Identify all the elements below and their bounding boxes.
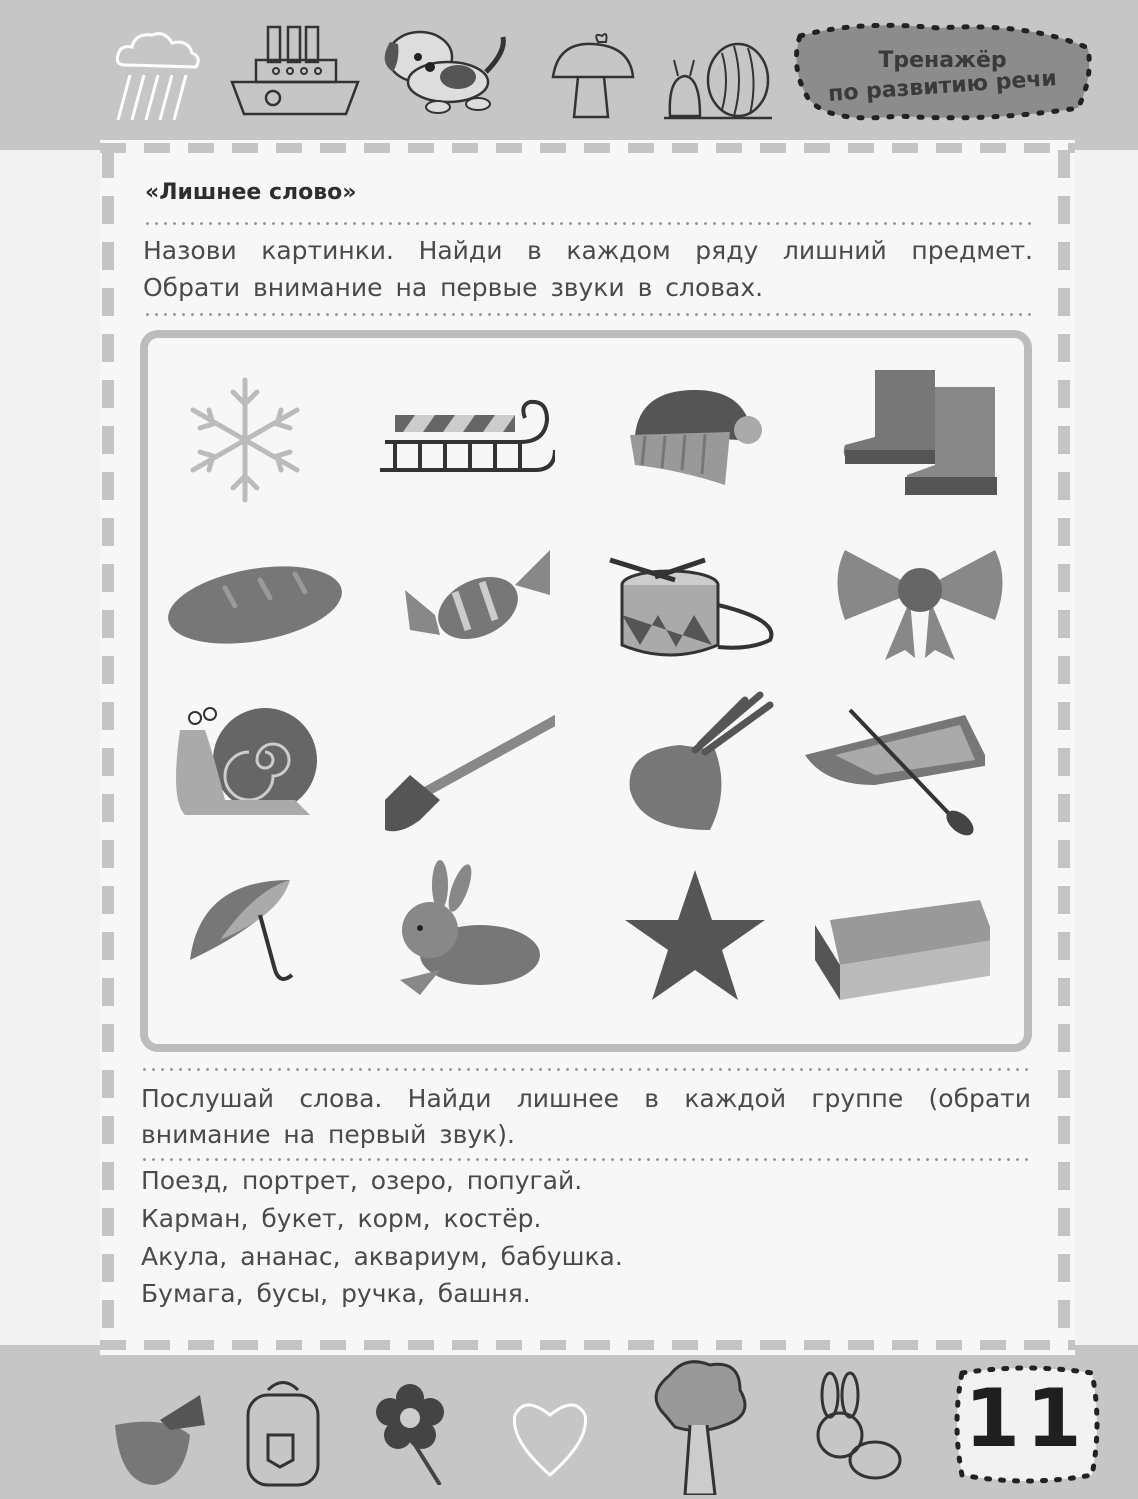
boat-icon <box>805 705 985 855</box>
umbrella-icon <box>180 860 360 1010</box>
right-dashed-border <box>1058 150 1070 1345</box>
title-badge-text <box>800 48 1085 107</box>
drum-icon <box>600 535 780 685</box>
listening-instruction-line-1: Послушай слова. Найди лишнее в каждой группе (обрати <box>141 1084 1031 1113</box>
sled-icon <box>375 370 555 520</box>
bunny-icon <box>805 1370 905 1489</box>
strawberry-icon <box>105 1385 210 1494</box>
snail-picture-icon <box>165 690 345 840</box>
word-group-4: Бумага, бусы, ручка, башня. <box>141 1279 531 1308</box>
snail-icon <box>660 38 775 127</box>
page-number: 11 <box>964 1372 1088 1465</box>
word-group-1: Поезд, портрет, озеро, попугай. <box>141 1166 583 1195</box>
word-group-3: Акула, ананас, аквариум, бабушка. <box>141 1242 623 1271</box>
bottom-dashed-border <box>100 1340 1075 1350</box>
badge-line-1: Тренажёр <box>878 48 1007 73</box>
candy-icon <box>400 530 580 680</box>
heart-icon <box>505 1390 595 1484</box>
mushroom-butterfly-icon <box>548 32 638 126</box>
task-instruction-line-1: Назови картинки. Найди в каждом ряду лишний предмет. <box>143 236 1033 265</box>
task-title: «Лишнее слово» <box>145 180 357 205</box>
shovel-icon <box>375 700 555 850</box>
backpack-icon <box>238 1375 328 1494</box>
bow-icon <box>830 530 1010 680</box>
dog-icon <box>378 22 513 121</box>
left-dashed-border <box>102 150 114 1345</box>
bread-icon <box>165 530 345 680</box>
star-icon <box>620 865 800 1015</box>
dotted-divider <box>143 222 1033 225</box>
book-icon <box>810 890 990 1040</box>
flower-icon <box>370 1380 460 1489</box>
rabbit-icon <box>380 860 560 1010</box>
boots-icon <box>835 365 1015 515</box>
dotted-divider <box>143 313 1033 316</box>
dotted-divider <box>140 1158 1030 1161</box>
badge-line-2: по развитию речи <box>827 66 1058 107</box>
onion-icon <box>620 690 800 840</box>
word-group-2: Карман, букет, корм, костёр. <box>141 1204 542 1233</box>
task-instruction-line-2: Обрати внимание на первые звуки в словах. <box>143 273 764 302</box>
top-dashed-border <box>100 143 1075 153</box>
tree-icon <box>645 1355 755 1499</box>
dotted-divider <box>140 1068 1030 1071</box>
rain-cloud-icon <box>110 25 205 129</box>
listening-instruction-line-2: внимание на первый звук). <box>141 1120 515 1149</box>
hat-icon <box>620 370 800 520</box>
ship-icon <box>228 22 363 126</box>
snowflake-icon <box>165 370 345 520</box>
